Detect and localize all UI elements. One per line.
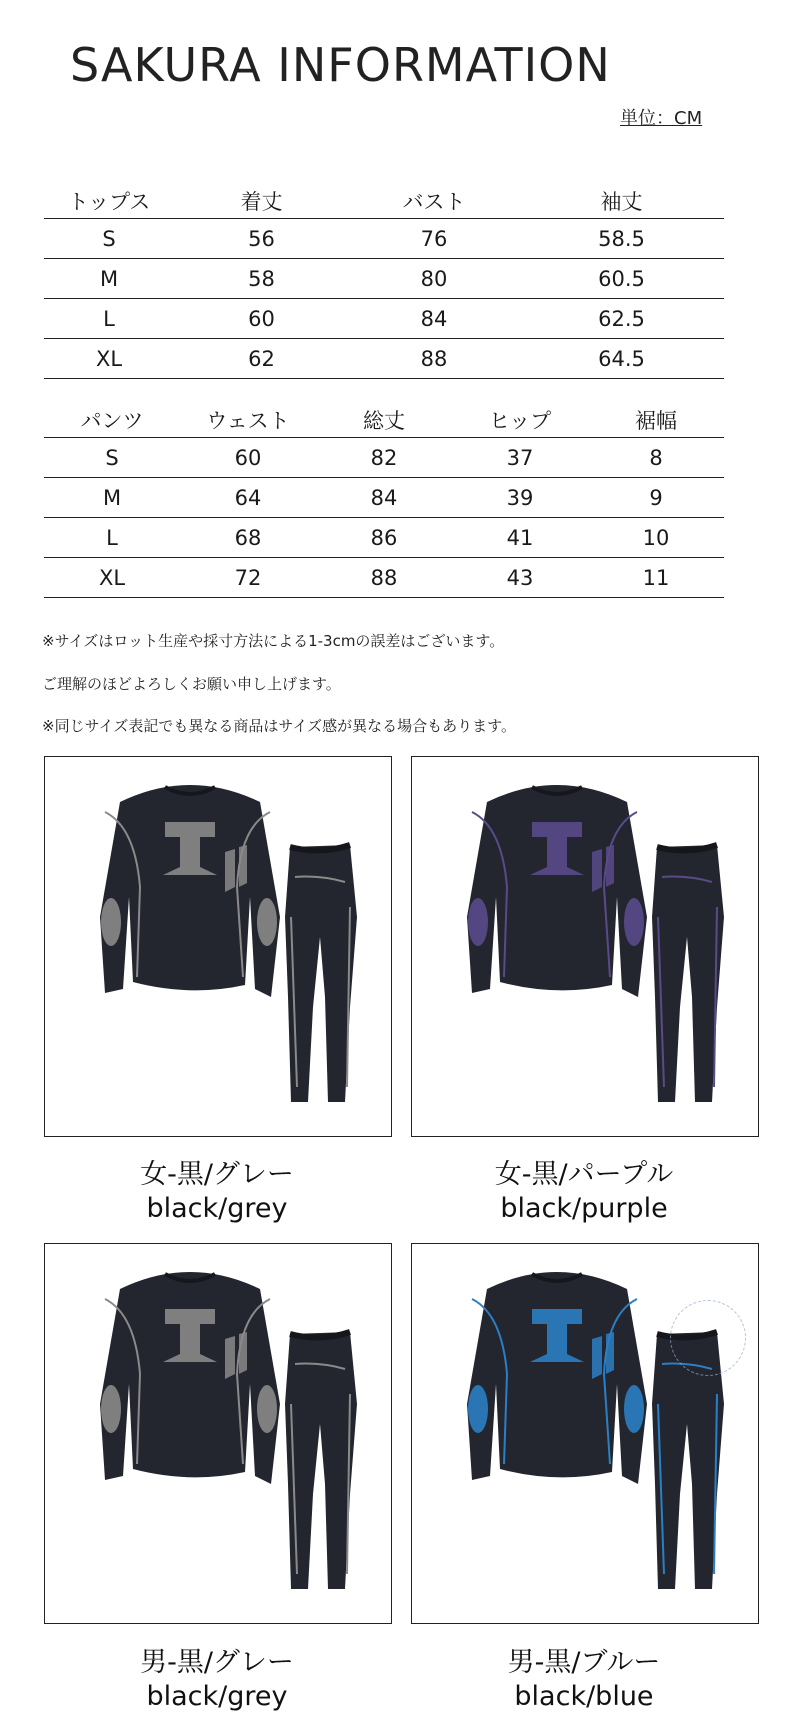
table-cell: S <box>44 219 174 259</box>
table-cell: 72 <box>180 558 316 598</box>
table-cell: 60 <box>180 438 316 478</box>
table-cell: 37 <box>452 438 588 478</box>
product-label-en: black/grey <box>146 1193 288 1224</box>
table-cell: 10 <box>588 518 724 558</box>
table-row <box>44 478 724 518</box>
tops-size-table <box>44 184 724 379</box>
table-cell: 8 <box>588 438 724 478</box>
column-header: ヒップ <box>452 403 588 438</box>
elbow-patch <box>101 1385 121 1433</box>
product-label-jp: 女-黒/パープル <box>494 1159 674 1190</box>
unit-label: 単位：CM <box>620 108 703 129</box>
shirt-graphic <box>467 1272 647 1484</box>
product-label-en: black/blue <box>514 1681 654 1712</box>
table-cell: M <box>44 478 180 518</box>
column-header: 裾幅 <box>588 403 724 438</box>
product-label-jp: 男-黒/ブルー <box>507 1647 661 1678</box>
column-header: 総丈 <box>316 403 452 438</box>
elbow-patch <box>257 1385 277 1433</box>
column-header: トップス <box>44 184 174 219</box>
table-row <box>44 518 724 558</box>
column-header: ウェスト <box>180 403 316 438</box>
table-cell: 41 <box>452 518 588 558</box>
shirt-graphic <box>100 785 280 997</box>
table-header-row <box>44 184 724 219</box>
elbow-patch <box>624 1385 644 1433</box>
table-cell: 56 <box>174 219 349 259</box>
table-cell: 80 <box>349 259 519 299</box>
table-cell: 84 <box>316 478 452 518</box>
table-row <box>44 219 724 259</box>
column-header: バスト <box>349 184 519 219</box>
table-cell: 43 <box>452 558 588 598</box>
table-cell: 9 <box>588 478 724 518</box>
table-cell: M <box>44 259 174 299</box>
leggings-graphic <box>652 845 724 1102</box>
size-note: ※同じサイズ表記でも異なる商品はサイズ感が異なる場合もあります。 <box>42 717 516 735</box>
column-header: 袖丈 <box>519 184 724 219</box>
elbow-patch <box>101 898 121 946</box>
pants-size-table <box>44 403 724 598</box>
garment-illustration <box>45 757 391 1136</box>
table-cell: 60 <box>174 299 349 339</box>
table-cell: 60.5 <box>519 259 724 299</box>
table-cell: 64 <box>180 478 316 518</box>
elbow-patch <box>624 898 644 946</box>
table-cell: 58.5 <box>519 219 724 259</box>
table-cell: 82 <box>316 438 452 478</box>
table-cell: 39 <box>452 478 588 518</box>
column-header: パンツ <box>44 403 180 438</box>
table-cell: 58 <box>174 259 349 299</box>
table-cell: 88 <box>349 339 519 379</box>
table-cell: L <box>44 518 180 558</box>
shirt-graphic <box>100 1272 280 1484</box>
table-cell: 88 <box>316 558 452 598</box>
table-row <box>44 438 724 478</box>
table-header-row <box>44 403 724 438</box>
table-cell: 11 <box>588 558 724 598</box>
table-cell: XL <box>44 339 174 379</box>
product-image-women-grey[interactable] <box>44 756 392 1137</box>
table-cell: 64.5 <box>519 339 724 379</box>
leggings-graphic <box>285 845 357 1102</box>
table-cell: XL <box>44 558 180 598</box>
sakura-watermark <box>670 1300 746 1376</box>
product-label-jp: 女-黒/グレー <box>140 1159 294 1190</box>
elbow-patch <box>468 1385 488 1433</box>
table-cell: 86 <box>316 518 452 558</box>
product-image-men-grey[interactable] <box>44 1243 392 1624</box>
garment-illustration <box>412 757 758 1136</box>
table-row <box>44 339 724 379</box>
table-cell: L <box>44 299 174 339</box>
table-row <box>44 259 724 299</box>
size-note: ※サイズはロット生産や採寸方法による1-3cmの誤差はございます。 <box>42 632 505 650</box>
table-cell: 68 <box>180 518 316 558</box>
product-label-en: black/grey <box>146 1681 288 1712</box>
table-row <box>44 558 724 598</box>
size-note: ご理解のほどよろしくお願い申し上げます。 <box>42 675 341 693</box>
table-cell: S <box>44 438 180 478</box>
garment-illustration <box>45 1244 391 1623</box>
product-image-women-purple[interactable] <box>411 756 759 1137</box>
leggings-graphic <box>285 1332 357 1589</box>
table-row <box>44 299 724 339</box>
elbow-patch <box>468 898 488 946</box>
column-header: 着丈 <box>174 184 349 219</box>
table-cell: 76 <box>349 219 519 259</box>
table-cell: 62.5 <box>519 299 724 339</box>
elbow-patch <box>257 898 277 946</box>
page-title: SAKURA INFORMATION <box>70 38 611 92</box>
product-label-en: black/purple <box>500 1193 668 1224</box>
shirt-graphic <box>467 785 647 997</box>
table-cell: 62 <box>174 339 349 379</box>
product-label-jp: 男-黒/グレー <box>140 1647 294 1678</box>
table-cell: 84 <box>349 299 519 339</box>
